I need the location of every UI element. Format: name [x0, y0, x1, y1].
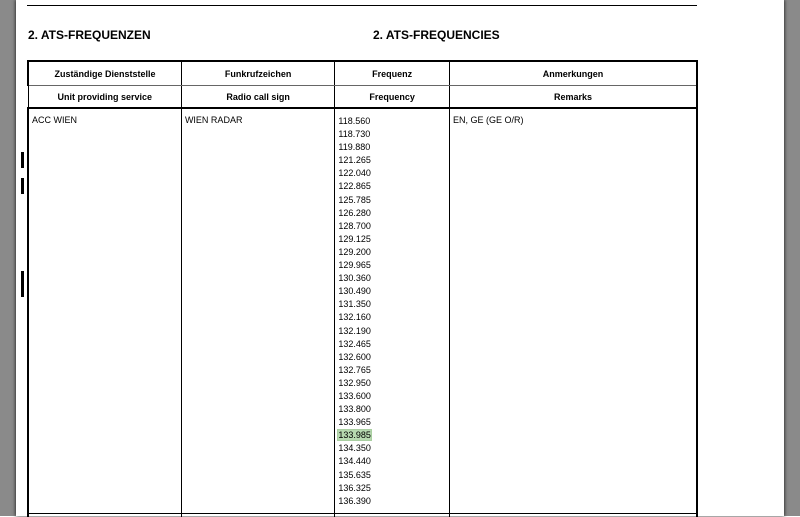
- frequency-item: [338, 495, 446, 508]
- frequency-value: 135.635: [338, 469, 371, 480]
- header-remarks-de: Anmerkungen: [449, 61, 697, 86]
- section-heading-en: 2. ATS-FREQUENCIES: [373, 28, 500, 42]
- frequency-value: 130.490: [338, 286, 371, 297]
- frequency-item: [338, 207, 446, 220]
- frequency-item: [338, 115, 446, 128]
- frequency-item: [338, 180, 446, 193]
- frequency-item: [338, 390, 446, 403]
- callsign-cell: WIEN RADAR: [181, 108, 334, 517]
- frequency-item: [338, 377, 446, 390]
- ats-frequency-table: [27, 60, 698, 517]
- frequency-item: [338, 403, 446, 416]
- frequency-value: 129.125: [338, 233, 371, 244]
- frequency-item: [338, 233, 446, 246]
- top-rule: [27, 5, 697, 6]
- frequency-value: 132.190: [338, 325, 371, 336]
- header-unit-en: Unit providing service: [28, 86, 181, 109]
- header-frequency-de: Frequenz: [335, 61, 450, 86]
- frequency-item: [338, 416, 446, 429]
- frequency-value: 125.785: [338, 194, 371, 205]
- frequency-value: 131.350: [338, 299, 371, 310]
- frequency-value: 128.700: [338, 220, 371, 231]
- frequency-value: 133.965: [338, 417, 371, 428]
- frequency-value: 119.880: [338, 142, 371, 153]
- frequency-item: [338, 141, 446, 154]
- frequency-value: 122.865: [338, 181, 371, 192]
- frequency-value: 133.600: [338, 390, 371, 401]
- section-heading-de: 2. ATS-FREQUENZEN: [28, 28, 151, 42]
- frequency-value: 132.465: [338, 338, 371, 349]
- frequency-item: [338, 194, 446, 207]
- frequency-value: 121.265: [338, 155, 371, 166]
- frequency-item: [338, 298, 446, 311]
- frequency-item: [338, 364, 446, 377]
- frequency-value: 129.965: [338, 260, 371, 271]
- unit-cell: ACC WIEN: [28, 108, 181, 517]
- frequency-item: [338, 167, 446, 180]
- header-row-en: [28, 86, 697, 109]
- frequency-item: [338, 455, 446, 468]
- frequency-value: 129.200: [338, 246, 371, 257]
- table-row: [28, 108, 697, 517]
- frequency-value: 136.325: [338, 482, 371, 493]
- header-callsign-en: Radio call sign: [181, 86, 334, 109]
- header-frequency-en: Frequency: [335, 86, 450, 109]
- frequency-value: 122.040: [338, 168, 371, 179]
- frequency-item: [338, 469, 446, 482]
- frequency-value: 134.350: [338, 443, 371, 454]
- frequency-value: 132.600: [338, 351, 371, 362]
- frequency-item: [338, 311, 446, 324]
- frequency-item: [338, 442, 446, 455]
- change-bar: [21, 271, 24, 297]
- frequency-value: 133.800: [338, 404, 371, 415]
- frequency-value: 126.280: [338, 207, 371, 218]
- frequency-item: [338, 429, 446, 442]
- frequency-value: 118.730: [338, 129, 371, 140]
- frequency-value: 132.765: [338, 364, 371, 375]
- frequency-value: 118.560: [338, 116, 371, 126]
- frequency-item: [338, 128, 446, 141]
- header-unit-de: Zuständige Dienststelle: [28, 61, 181, 86]
- frequency-value: 130.360: [338, 273, 371, 284]
- frequency-value: 132.950: [338, 377, 371, 388]
- change-bar: [21, 152, 24, 168]
- frequency-list: [338, 115, 446, 508]
- frequency-item: [338, 272, 446, 285]
- header-callsign-de: Funkrufzeichen: [181, 61, 334, 86]
- frequency-item: [338, 220, 446, 233]
- frequency-value: 134.440: [338, 456, 371, 467]
- frequency-item: [338, 259, 446, 272]
- bottom-rule: [27, 513, 698, 514]
- frequency-item: [338, 325, 446, 338]
- frequency-value: 133.985: [338, 430, 371, 441]
- frequency-item: [338, 285, 446, 298]
- remarks-cell: EN, GE (GE O/R): [449, 108, 697, 517]
- header-row-de: [28, 61, 697, 86]
- header-remarks-en: Remarks: [449, 86, 697, 109]
- frequency-item: [338, 482, 446, 495]
- frequency-item: [338, 338, 446, 351]
- change-bar: [21, 178, 24, 194]
- frequency-item: [338, 351, 446, 364]
- frequency-value: 136.390: [338, 495, 371, 506]
- frequency-value: 132.160: [338, 312, 371, 323]
- frequency-item: [338, 154, 446, 167]
- frequency-item: [338, 246, 446, 259]
- frequency-cell: [335, 108, 450, 517]
